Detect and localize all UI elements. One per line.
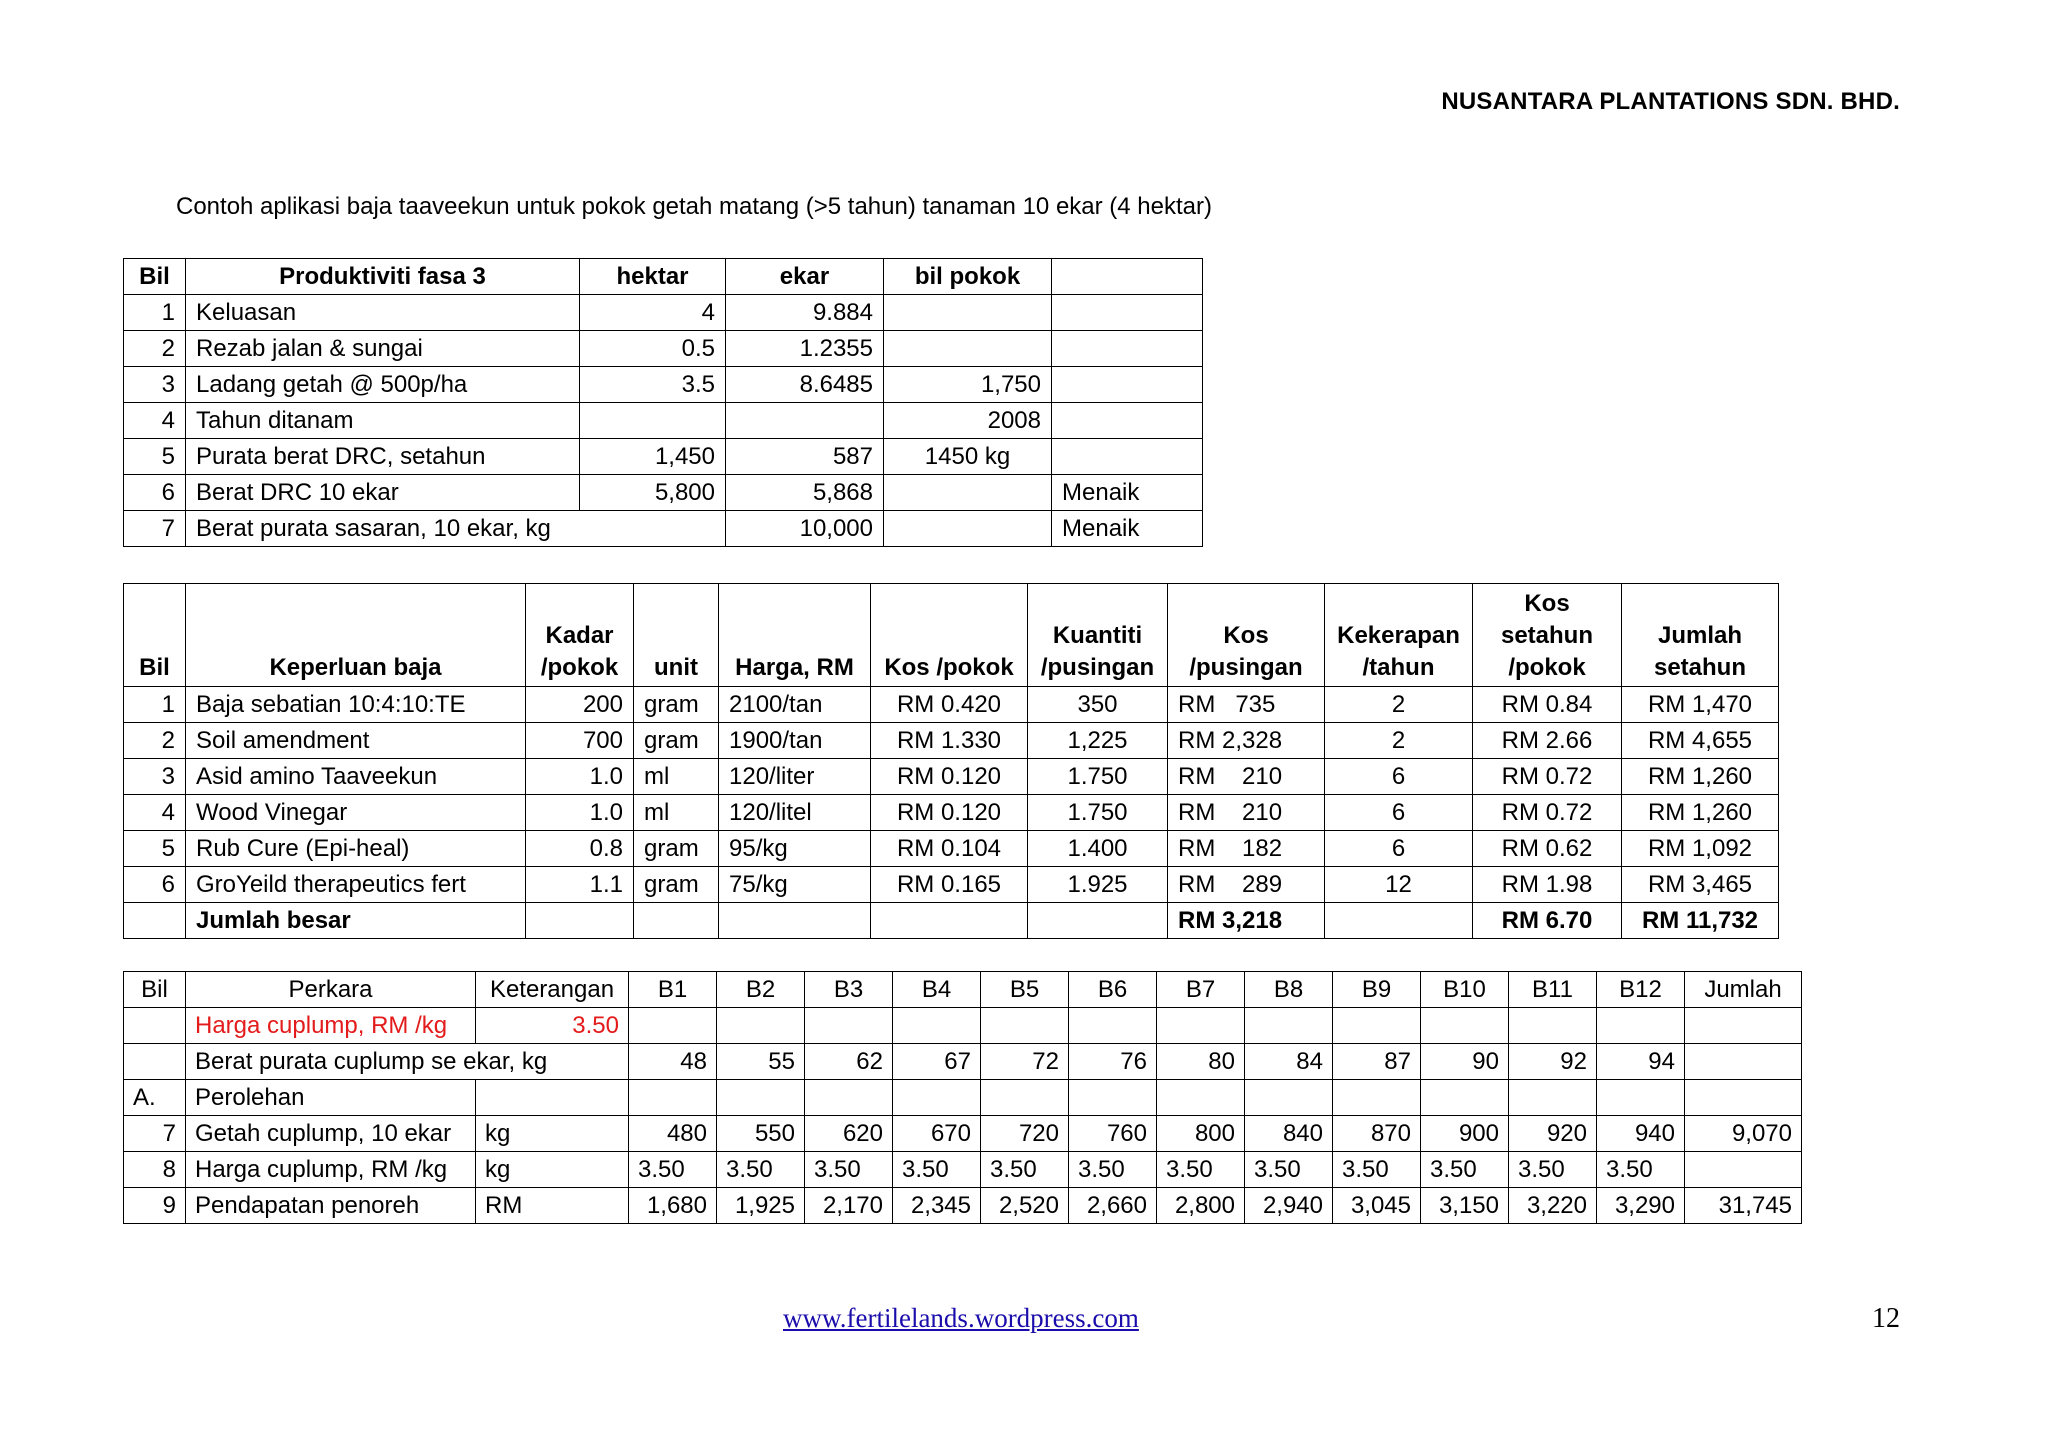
cell-kadar: 700 xyxy=(526,723,634,759)
month-cell xyxy=(981,1080,1069,1116)
table-row xyxy=(124,475,1203,511)
total-cell: 31,745 xyxy=(1685,1188,1802,1224)
cell-hektar: 5,800 xyxy=(580,475,726,511)
section-row xyxy=(124,1080,1802,1116)
cell-kekerapan: 6 xyxy=(1325,831,1473,867)
row-label: Asid amino Taaveekun xyxy=(186,759,526,795)
cell-harga: 2100/tan xyxy=(719,687,871,723)
row-label: Rezab jalan & sungai xyxy=(186,331,580,367)
cell-note: Menaik xyxy=(1052,475,1203,511)
table-row xyxy=(124,723,1779,759)
cell-kuantiti: 1.750 xyxy=(1028,795,1168,831)
month-value: 76 xyxy=(1069,1044,1157,1080)
cell-keterangan xyxy=(476,1080,629,1116)
cell-kos-setahun: RM 0.84 xyxy=(1473,687,1622,723)
month-value: 800 xyxy=(1157,1116,1245,1152)
month-value: 3.50 xyxy=(981,1152,1069,1188)
cell-kos-setahun: RM 0.72 xyxy=(1473,759,1622,795)
productivity-table xyxy=(123,258,1203,547)
row-label: Berat purata cuplump se ekar, kg xyxy=(186,1044,629,1080)
month-value: 2,660 xyxy=(1069,1188,1157,1224)
cell-kekerapan: 12 xyxy=(1325,867,1473,903)
month-value: 55 xyxy=(717,1044,805,1080)
month-value: 1,925 xyxy=(717,1188,805,1224)
row-label: Getah cuplump, 10 ekar xyxy=(186,1116,476,1152)
row-number: 3 xyxy=(124,367,186,403)
column-header xyxy=(1325,584,1473,687)
column-header: B9 xyxy=(1333,972,1421,1008)
column-header: Kos /pokok xyxy=(871,584,1028,687)
month-cell xyxy=(1333,1008,1421,1044)
month-value: 48 xyxy=(629,1044,717,1080)
month-value: 3,150 xyxy=(1421,1188,1509,1224)
month-value: 3.50 xyxy=(893,1152,981,1188)
month-cell xyxy=(805,1008,893,1044)
cell-kadar: 1.1 xyxy=(526,867,634,903)
column-header: B8 xyxy=(1245,972,1333,1008)
row-number: 6 xyxy=(124,867,186,903)
cell-jumlah: RM 3,465 xyxy=(1622,867,1779,903)
column-header: B4 xyxy=(893,972,981,1008)
cell-pokok xyxy=(884,475,1052,511)
month-value: 3.50 xyxy=(1069,1152,1157,1188)
month-cell xyxy=(1333,1080,1421,1116)
cell-ekar xyxy=(726,403,884,439)
month-cell xyxy=(629,1080,717,1116)
month-value: 1,680 xyxy=(629,1188,717,1224)
table-row xyxy=(124,439,1203,475)
month-cell xyxy=(805,1080,893,1116)
row-label: Ladang getah @ 500p/ha xyxy=(186,367,580,403)
cell-ekar: 1.2355 xyxy=(726,331,884,367)
fertilizer-cost-table xyxy=(123,583,1779,939)
column-header xyxy=(1168,584,1325,687)
table-row xyxy=(124,759,1779,795)
month-cell xyxy=(629,1008,717,1044)
column-header: B10 xyxy=(1421,972,1509,1008)
column-header: B11 xyxy=(1509,972,1597,1008)
month-value: 2,940 xyxy=(1245,1188,1333,1224)
cell-pokok: 1,750 xyxy=(884,367,1052,403)
table-row xyxy=(124,867,1779,903)
month-value: 90 xyxy=(1421,1044,1509,1080)
total-jumlah: RM 11,732 xyxy=(1622,903,1779,939)
cell-note xyxy=(1052,295,1203,331)
month-cell xyxy=(981,1008,1069,1044)
row-label: GroYeild therapeutics fert xyxy=(186,867,526,903)
month-cell xyxy=(1157,1008,1245,1044)
column-header: B2 xyxy=(717,972,805,1008)
cell-ekar: 587 xyxy=(726,439,884,475)
column-header xyxy=(1052,259,1203,295)
month-value: 720 xyxy=(981,1116,1069,1152)
table-row xyxy=(124,1152,1802,1188)
month-value: 3.50 xyxy=(805,1152,893,1188)
column-header: Bil xyxy=(124,259,186,295)
cell-kuantiti: 1,225 xyxy=(1028,723,1168,759)
cell-pokok xyxy=(884,295,1052,331)
row-number xyxy=(124,903,186,939)
cell-unit: gram xyxy=(634,867,719,903)
cell-kos-pusingan: RM 210 xyxy=(1168,759,1325,795)
row-label: Berat DRC 10 ekar xyxy=(186,475,580,511)
cell-kadar: 0.8 xyxy=(526,831,634,867)
month-value: 3.50 xyxy=(629,1152,717,1188)
row-number: 6 xyxy=(124,475,186,511)
month-value: 840 xyxy=(1245,1116,1333,1152)
month-cell xyxy=(1421,1080,1509,1116)
table-header-row xyxy=(124,259,1203,295)
row-number xyxy=(124,1044,186,1080)
month-cell xyxy=(893,1080,981,1116)
cell-kuantiti: 1.400 xyxy=(1028,831,1168,867)
column-header: unit xyxy=(634,584,719,687)
row-number: 3 xyxy=(124,759,186,795)
cell-note: Menaik xyxy=(1052,511,1203,547)
row-number: 2 xyxy=(124,723,186,759)
column-header: Produktiviti fasa 3 xyxy=(186,259,580,295)
month-cell xyxy=(1157,1080,1245,1116)
month-value: 80 xyxy=(1157,1044,1245,1080)
row-label: Purata berat DRC, setahun xyxy=(186,439,580,475)
cell-hektar xyxy=(580,403,726,439)
total-cell: 9,070 xyxy=(1685,1116,1802,1152)
cell-harga: 95/kg xyxy=(719,831,871,867)
month-value: 94 xyxy=(1597,1044,1685,1080)
cell-kadar: 200 xyxy=(526,687,634,723)
month-value: 920 xyxy=(1509,1116,1597,1152)
month-cell xyxy=(1245,1008,1333,1044)
cell-pokok xyxy=(884,331,1052,367)
total-cell xyxy=(1685,1008,1802,1044)
header-line: Kos xyxy=(1223,622,1269,649)
cell-kos-pusingan: RM 735 xyxy=(1168,687,1325,723)
column-header xyxy=(1473,584,1622,687)
cell-hektar: 0.5 xyxy=(580,331,726,367)
total-label: Jumlah besar xyxy=(186,903,526,939)
cell-ekar: 10,000 xyxy=(726,511,884,547)
column-header: Bil xyxy=(124,972,186,1008)
table-row xyxy=(124,511,1203,547)
month-value: 870 xyxy=(1333,1116,1421,1152)
cell-kadar xyxy=(526,903,634,939)
table-row xyxy=(124,295,1203,331)
cell-kadar: 1.0 xyxy=(526,795,634,831)
cell-hektar: 1,450 xyxy=(580,439,726,475)
header-line: setahun xyxy=(1653,654,1746,681)
month-value: 480 xyxy=(629,1116,717,1152)
month-value: 67 xyxy=(893,1044,981,1080)
table-header-row xyxy=(124,972,1802,1008)
header-line: Kekerapan xyxy=(1337,622,1460,649)
cell-ekar: 5,868 xyxy=(726,475,884,511)
month-value: 62 xyxy=(805,1044,893,1080)
cell-kos-pusingan: RM 210 xyxy=(1168,795,1325,831)
cell-unit: ml xyxy=(634,795,719,831)
month-value: 3.50 xyxy=(1333,1152,1421,1188)
month-cell xyxy=(1597,1008,1685,1044)
cell-kekerapan: 6 xyxy=(1325,795,1473,831)
month-value: 760 xyxy=(1069,1116,1157,1152)
row-number: 7 xyxy=(124,1116,186,1152)
month-value: 3.50 xyxy=(1421,1152,1509,1188)
cell-unit: gram xyxy=(634,687,719,723)
avg-weight-row xyxy=(124,1044,1802,1080)
total-kos-setahun: RM 6.70 xyxy=(1473,903,1622,939)
month-value: 900 xyxy=(1421,1116,1509,1152)
column-header: B6 xyxy=(1069,972,1157,1008)
cell-hektar: 4 xyxy=(580,295,726,331)
table-row xyxy=(124,331,1203,367)
total-kos-pusingan: RM 3,218 xyxy=(1168,903,1325,939)
cell-kekerapan: 2 xyxy=(1325,687,1473,723)
total-cell xyxy=(1685,1044,1802,1080)
month-value: 3.50 xyxy=(1245,1152,1333,1188)
cell-kos-setahun: RM 2.66 xyxy=(1473,723,1622,759)
column-header: B5 xyxy=(981,972,1069,1008)
month-value: 3.50 xyxy=(1597,1152,1685,1188)
column-header: Harga, RM xyxy=(719,584,871,687)
row-label: Tahun ditanam xyxy=(186,403,580,439)
cell-harga: 120/liter xyxy=(719,759,871,795)
header-line: /pusingan xyxy=(1189,654,1303,681)
cell-ekar: 8.6485 xyxy=(726,367,884,403)
column-header xyxy=(1028,584,1168,687)
section-marker: A. xyxy=(124,1080,186,1116)
row-label: Wood Vinegar xyxy=(186,795,526,831)
month-cell xyxy=(893,1008,981,1044)
month-value: 2,170 xyxy=(805,1188,893,1224)
cell-hektar: 3.5 xyxy=(580,367,726,403)
total-cell xyxy=(1685,1152,1802,1188)
cell-kos-pusingan: RM 289 xyxy=(1168,867,1325,903)
header-line: Kadar xyxy=(545,622,614,649)
website-link[interactable]: www.fertilelands.wordpress.com xyxy=(783,1303,1139,1333)
cell-kos-pokok: RM 0.104 xyxy=(871,831,1028,867)
cell-kekerapan xyxy=(1325,903,1473,939)
row-number: 9 xyxy=(124,1188,186,1224)
month-value: 84 xyxy=(1245,1044,1333,1080)
cell-jumlah: RM 1,260 xyxy=(1622,759,1779,795)
month-value: 3,220 xyxy=(1509,1188,1597,1224)
cell-keterangan: kg xyxy=(476,1116,629,1152)
header-line: /pokok xyxy=(540,654,619,681)
cell-kadar: 1.0 xyxy=(526,759,634,795)
row-number: 2 xyxy=(124,331,186,367)
row-number: 1 xyxy=(124,295,186,331)
month-cell xyxy=(1245,1080,1333,1116)
row-number: 4 xyxy=(124,795,186,831)
cell-kuantiti: 350 xyxy=(1028,687,1168,723)
month-value: 3,045 xyxy=(1333,1188,1421,1224)
monthly-income-table xyxy=(123,971,1802,1224)
month-value: 72 xyxy=(981,1044,1069,1080)
cell-kos-pusingan: RM 2,328 xyxy=(1168,723,1325,759)
row-label: Soil amendment xyxy=(186,723,526,759)
column-header: B3 xyxy=(805,972,893,1008)
column-header: Keterangan xyxy=(476,972,629,1008)
row-number: 1 xyxy=(124,687,186,723)
section-label: Perolehan xyxy=(186,1080,476,1116)
cell-pokok xyxy=(884,511,1052,547)
price-row xyxy=(124,1008,1802,1044)
cell-jumlah: RM 1,470 xyxy=(1622,687,1779,723)
month-cell xyxy=(1421,1008,1509,1044)
cell-harga: 1900/tan xyxy=(719,723,871,759)
table-row xyxy=(124,795,1779,831)
month-value: 92 xyxy=(1509,1044,1597,1080)
row-label: Baja sebatian 10:4:10:TE xyxy=(186,687,526,723)
month-value: 3,290 xyxy=(1597,1188,1685,1224)
cell-jumlah: RM 1,092 xyxy=(1622,831,1779,867)
cell-kekerapan: 6 xyxy=(1325,759,1473,795)
month-value: 3.50 xyxy=(1157,1152,1245,1188)
cell-keterangan: RM xyxy=(476,1188,629,1224)
header-line: Kos xyxy=(1524,590,1570,617)
month-cell xyxy=(1509,1080,1597,1116)
price-value: 3.50 xyxy=(476,1008,629,1044)
table-row xyxy=(124,367,1203,403)
table-row xyxy=(124,403,1203,439)
cell-note xyxy=(1052,331,1203,367)
cell-kos-pokok xyxy=(871,903,1028,939)
month-value: 670 xyxy=(893,1116,981,1152)
cell-harga xyxy=(719,903,871,939)
row-label: Berat purata sasaran, 10 ekar, kg xyxy=(186,511,726,547)
header-line: Jumlah xyxy=(1657,622,1743,649)
row-number: 8 xyxy=(124,1152,186,1188)
cell-kos-setahun: RM 0.72 xyxy=(1473,795,1622,831)
cell-harga: 75/kg xyxy=(719,867,871,903)
cell-kos-setahun: RM 1.98 xyxy=(1473,867,1622,903)
cell-kuantiti xyxy=(1028,903,1168,939)
cell-kos-pokok: RM 0.120 xyxy=(871,795,1028,831)
cell-kekerapan: 2 xyxy=(1325,723,1473,759)
month-value: 550 xyxy=(717,1116,805,1152)
cell-unit: gram xyxy=(634,831,719,867)
price-label: Harga cuplump, RM /kg xyxy=(186,1008,476,1044)
row-label: Rub Cure (Epi-heal) xyxy=(186,831,526,867)
company-name: NUSANTARA PLANTATIONS SDN. BHD. xyxy=(1441,88,1900,115)
month-cell xyxy=(1069,1008,1157,1044)
column-header: B1 xyxy=(629,972,717,1008)
header-line: setahun xyxy=(1500,622,1593,649)
table-row xyxy=(124,1116,1802,1152)
page-number: 12 xyxy=(1872,1303,1900,1334)
cell-kuantiti: 1.750 xyxy=(1028,759,1168,795)
column-header: Jumlah xyxy=(1685,972,1802,1008)
month-value: 3.50 xyxy=(717,1152,805,1188)
row-number xyxy=(124,1008,186,1044)
header-line: /tahun xyxy=(1362,654,1435,681)
month-cell xyxy=(1509,1008,1597,1044)
month-value: 940 xyxy=(1597,1116,1685,1152)
column-header xyxy=(526,584,634,687)
month-cell xyxy=(717,1080,805,1116)
cell-kos-pokok: RM 0.120 xyxy=(871,759,1028,795)
column-header: hektar xyxy=(580,259,726,295)
total-row xyxy=(124,903,1779,939)
cell-keterangan: kg xyxy=(476,1152,629,1188)
column-header: Keperluan baja xyxy=(186,584,526,687)
column-header: Perkara xyxy=(186,972,476,1008)
cell-kos-pokok: RM 0.420 xyxy=(871,687,1028,723)
intro-text: Contoh aplikasi baja taaveekun untuk pokok getah matang (>5 tahun) tanaman 10 ekar (4 hektar) xyxy=(176,193,1212,220)
cell-kuantiti: 1.925 xyxy=(1028,867,1168,903)
cell-ekar: 9.884 xyxy=(726,295,884,331)
row-label: Keluasan xyxy=(186,295,580,331)
column-header: B7 xyxy=(1157,972,1245,1008)
cell-kos-pusingan: RM 182 xyxy=(1168,831,1325,867)
column-header xyxy=(1622,584,1779,687)
cell-kos-pokok: RM 0.165 xyxy=(871,867,1028,903)
month-cell xyxy=(1069,1080,1157,1116)
month-value: 2,800 xyxy=(1157,1188,1245,1224)
cell-note xyxy=(1052,403,1203,439)
table-row xyxy=(124,1188,1802,1224)
cell-kos-pokok: RM 1.330 xyxy=(871,723,1028,759)
month-value: 87 xyxy=(1333,1044,1421,1080)
column-header: bil pokok xyxy=(884,259,1052,295)
month-value: 3.50 xyxy=(1509,1152,1597,1188)
cell-note xyxy=(1052,367,1203,403)
cell-unit: gram xyxy=(634,723,719,759)
month-cell xyxy=(1597,1080,1685,1116)
month-value: 2,520 xyxy=(981,1188,1069,1224)
column-header: ekar xyxy=(726,259,884,295)
table-row xyxy=(124,831,1779,867)
month-value: 620 xyxy=(805,1116,893,1152)
row-number: 7 xyxy=(124,511,186,547)
month-value: 2,345 xyxy=(893,1188,981,1224)
total-cell xyxy=(1685,1080,1802,1116)
cell-jumlah: RM 1,260 xyxy=(1622,795,1779,831)
column-header: B12 xyxy=(1597,972,1685,1008)
cell-harga: 120/litel xyxy=(719,795,871,831)
cell-note xyxy=(1052,439,1203,475)
cell-pokok: 1450 kg xyxy=(884,439,1052,475)
column-header: Bil xyxy=(124,584,186,687)
header-line: /pokok xyxy=(1508,654,1586,681)
row-number: 5 xyxy=(124,439,186,475)
header-line: /pusingan xyxy=(1040,654,1155,681)
row-label: Harga cuplump, RM /kg xyxy=(186,1152,476,1188)
cell-kos-setahun: RM 0.62 xyxy=(1473,831,1622,867)
row-label: Pendapatan penoreh xyxy=(186,1188,476,1224)
header-line: Kuantiti xyxy=(1052,622,1143,649)
cell-jumlah: RM 4,655 xyxy=(1622,723,1779,759)
cell-unit xyxy=(634,903,719,939)
month-cell xyxy=(717,1008,805,1044)
table-header-row xyxy=(124,584,1779,687)
row-number: 5 xyxy=(124,831,186,867)
row-number: 4 xyxy=(124,403,186,439)
cell-pokok: 2008 xyxy=(884,403,1052,439)
table-row xyxy=(124,687,1779,723)
cell-unit: ml xyxy=(634,759,719,795)
